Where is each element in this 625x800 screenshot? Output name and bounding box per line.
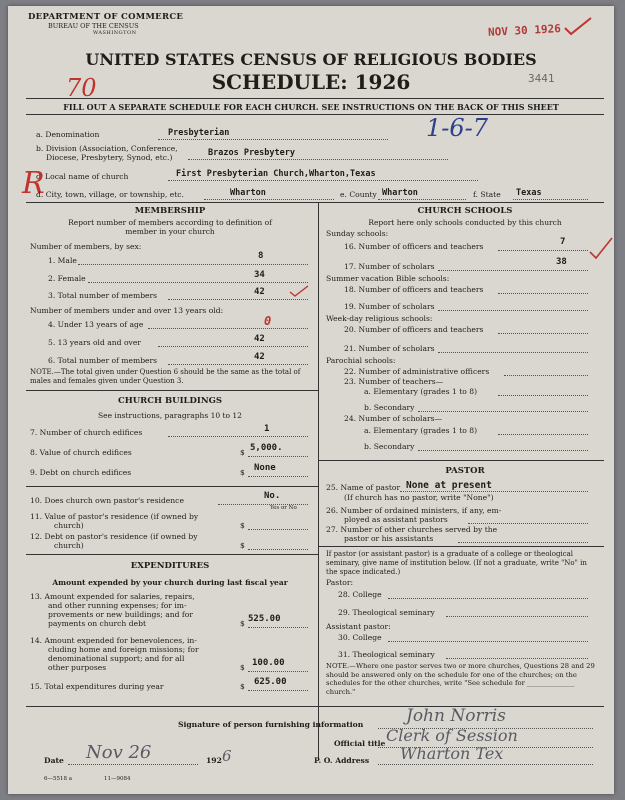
q13-label-1: 13. Amount expended for salaries, repairs, xyxy=(30,592,195,601)
q2-label: 2. Female xyxy=(48,274,86,283)
q6-label: 6. Total number of members xyxy=(48,356,158,365)
q13-label-3: provements or new buildings; and for xyxy=(48,610,193,619)
weekday-schools-label: Week-day religious schools: xyxy=(326,314,433,323)
membership-heading: MEMBERSHIP xyxy=(134,206,206,216)
buildings-heading: CHURCH BUILDINGS xyxy=(117,396,223,406)
q26-label-2: ployed as assistant pastors xyxy=(344,515,448,524)
q22-label: 22. Number of administrative officers xyxy=(344,367,490,376)
membership-sub-2: member in your church xyxy=(125,227,215,236)
fill-instruction: FILL OUT A SEPARATE SCHEDULE FOR EACH CHURCH. SEE INSTRUCTIONS ON THE BACK OF THIS SHEET xyxy=(63,102,559,112)
q10-value: No. xyxy=(264,491,281,501)
q14-value: 100.00 xyxy=(252,658,285,668)
received-date-stamp: NOV 30 1926 xyxy=(487,22,562,39)
handwritten-number: 70 xyxy=(66,74,97,102)
sunday-schools-label: Sunday schools: xyxy=(326,229,389,238)
buildings-sub: See instructions, paragraphs 10 to 12 xyxy=(98,411,242,420)
pastor-note: NOTE.—Where one pastor serves two or more churches, Questions 28 and 29 should be answered only on the schedule for one of the churches; on the schedules for the other churches, write "See schedule for ______________ church." xyxy=(326,662,595,696)
pastor-label: Pastor: xyxy=(326,578,354,587)
q6-value: 42 xyxy=(254,352,265,362)
pastor-name-value: None at present xyxy=(406,480,492,491)
q10-label: 10. Does church own pastor's residence xyxy=(30,496,184,505)
handwritten-code: 1-6-7 xyxy=(426,114,489,142)
po-address-value: Wharton Tex xyxy=(400,744,504,763)
q29-label: 29. Theological seminary xyxy=(338,608,435,617)
q12-label-1: 12. Debt on pastor's residence (if owned by xyxy=(30,532,198,541)
membership-sub-1: Report number of members according to definition of xyxy=(68,218,272,227)
q9-dollar: $ xyxy=(240,468,245,477)
q7-label: 7. Number of church edifices xyxy=(30,428,143,437)
handwritten-r-mark: R xyxy=(22,166,45,201)
serial-number: 3441 xyxy=(528,72,555,85)
q14-label-1: 14. Amount expended for benevolences, in- xyxy=(30,636,197,645)
q24a-label: a. Elementary (grades 1 to 8) xyxy=(364,426,478,435)
church-name-value: First Presbyterian Church,Wharton,Texas xyxy=(176,169,376,179)
q11-label-1: 11. Value of pastor's residence (if owned by xyxy=(30,512,199,521)
city-heading: WASHINGTON xyxy=(93,30,137,36)
county-label: e. County xyxy=(340,190,377,199)
state-value: Texas xyxy=(516,188,542,198)
q14-label-3: denominational support; and for all xyxy=(48,654,185,663)
q27-label-1: 27. Number of other churches served by the xyxy=(326,525,498,534)
division-label-1: b. Division (Association, Conference, xyxy=(36,144,178,153)
q4-value: 0 xyxy=(264,314,272,328)
q1-value: 8 xyxy=(258,251,264,261)
q23b-label: b. Secondary xyxy=(364,403,415,412)
q19-label: 19. Number of scholars xyxy=(344,302,435,311)
q5-label: 5. 13 years old and over xyxy=(48,338,141,347)
pastor-heading: PASTOR xyxy=(445,466,485,476)
check-mark-icon xyxy=(588,236,614,262)
q11-label-2: church) xyxy=(54,521,84,530)
q8-dollar: $ xyxy=(240,448,245,457)
q8-label: 8. Value of church edifices xyxy=(30,448,132,457)
official-title-value: Clerk of Session xyxy=(386,726,518,745)
q15-label: 15. Total expenditures during year xyxy=(30,682,164,691)
q13-label-2: and other running expenses; for im- xyxy=(48,601,187,610)
check-mark-icon xyxy=(288,284,310,298)
q24-label: 24. Number of scholars— xyxy=(344,414,443,423)
q16-label: 16. Number of officers and teachers xyxy=(344,242,484,251)
q9-label: 9. Debt on church edifices xyxy=(30,468,132,477)
q23a-label: a. Elementary (grades 1 to 8) xyxy=(364,387,478,396)
q28-label: 28. College xyxy=(338,590,382,599)
division-label-2: Diocese, Presbytery, Synod, etc.) xyxy=(46,153,173,162)
q15-value: 625.00 xyxy=(254,677,287,687)
q30-label: 30. College xyxy=(338,633,382,642)
department-heading: DEPARTMENT OF COMMERCE xyxy=(28,12,184,22)
schedule-title: SCHEDULE: 1926 xyxy=(211,70,411,94)
county-value: Wharton xyxy=(382,188,418,198)
church-name-label: c. Local name of church xyxy=(36,172,129,181)
q7-value: 1 xyxy=(264,424,270,434)
schools-sub: Report here only schools conducted by this church xyxy=(368,218,562,227)
q18-label: 18. Number of officers and teachers xyxy=(344,285,484,294)
print-code-2: 11—9084 xyxy=(104,776,131,782)
q13-dollar: $ xyxy=(240,619,245,628)
q31-label: 31. Theological seminary xyxy=(338,650,435,659)
membership-note: NOTE.—The total given under Question 6 should be the same as the total of males and females given under Question 3. xyxy=(30,368,301,385)
yes-no-hint: Yes or No xyxy=(270,505,297,511)
q2-value: 34 xyxy=(254,270,265,280)
census-schedule-page xyxy=(8,6,614,794)
year-prefix: 192 xyxy=(206,756,222,765)
state-label: f. State xyxy=(473,190,501,199)
q13-label-4: payments on church debt xyxy=(48,619,146,628)
date-value: Nov 26 xyxy=(86,742,152,763)
q14-dollar: $ xyxy=(240,663,245,672)
q21-label: 21. Number of scholars xyxy=(344,344,435,353)
official-title-label: Official title xyxy=(334,739,386,748)
city-label: d. City, town, village, or township, etc. xyxy=(36,190,184,199)
members-by-age-label: Number of members under and over 13 years old: xyxy=(30,306,224,315)
check-mark-icon xyxy=(563,16,593,36)
q12-dollar: $ xyxy=(240,541,245,550)
q14-label-2: cluding home and foreign missions; for xyxy=(48,645,199,654)
city-value: Wharton xyxy=(230,188,266,198)
q3-value: 42 xyxy=(254,287,265,297)
q20-label: 20. Number of officers and teachers xyxy=(344,325,484,334)
parochial-schools-label: Parochial schools: xyxy=(326,356,396,365)
q3-label: 3. Total number of members xyxy=(48,291,158,300)
q15-dollar: $ xyxy=(240,682,245,691)
q25-hint: (If church has no pastor, write "None") xyxy=(344,493,494,502)
schools-heading: CHURCH SCHOOLS xyxy=(417,206,513,216)
q5-value: 42 xyxy=(254,334,265,344)
denomination-value: Presbyterian xyxy=(168,128,230,138)
division-value: Brazos Presbytery xyxy=(208,148,295,158)
date-label: Date xyxy=(44,756,64,765)
summer-schools-label: Summer vacation Bible schools: xyxy=(326,274,450,283)
q17-label: 17. Number of scholars xyxy=(344,262,435,271)
year-suffix: 6 xyxy=(222,747,232,765)
q23-label: 23. Number of teachers— xyxy=(344,377,444,386)
print-code: 6—5518 a xyxy=(44,776,73,782)
assistant-pastor-label: Assistant pastor: xyxy=(326,622,391,631)
q8-value: 5,000. xyxy=(250,443,283,453)
po-address-label: P. O. Address xyxy=(314,756,370,765)
q26-label-1: 26. Number of ordained ministers, if any, em- xyxy=(326,506,502,515)
q12-label-2: church) xyxy=(54,541,84,550)
q24b-label: b. Secondary xyxy=(364,442,415,451)
form-title: UNITED STATES CENSUS OF RELIGIOUS BODIES xyxy=(85,50,537,69)
q9-value: None xyxy=(254,463,276,473)
q4-label: 4. Under 13 years of age xyxy=(48,320,144,329)
q25-label: 25. Name of pastor xyxy=(326,483,401,492)
q11-dollar: $ xyxy=(240,521,245,530)
graduate-note: If pastor (or assistant pastor) is a graduate of a college or theological seminary, give name of institution below. (If not a graduate, write "No" in the space indicated.) xyxy=(326,550,587,576)
expenditures-sub: Amount expended by your church during last fiscal year xyxy=(52,578,288,587)
members-by-sex-label: Number of members, by sex: xyxy=(30,242,142,251)
q16-value: 7 xyxy=(560,237,566,247)
denomination-label: a. Denomination xyxy=(36,130,100,139)
signature-label: Signature of person furnishing information xyxy=(178,720,364,729)
bureau-heading: BUREAU OF THE CENSUS xyxy=(48,22,139,30)
expenditures-heading: EXPENDITURES xyxy=(130,561,210,571)
q27-label-2: pastor or his assistants xyxy=(344,534,434,543)
q1-label: 1. Male xyxy=(48,256,77,265)
q14-label-4: other purposes xyxy=(48,663,107,672)
q13-value: 525.00 xyxy=(248,614,281,624)
q17-value: 38 xyxy=(556,257,567,267)
signature-value: John Norris xyxy=(406,706,506,726)
